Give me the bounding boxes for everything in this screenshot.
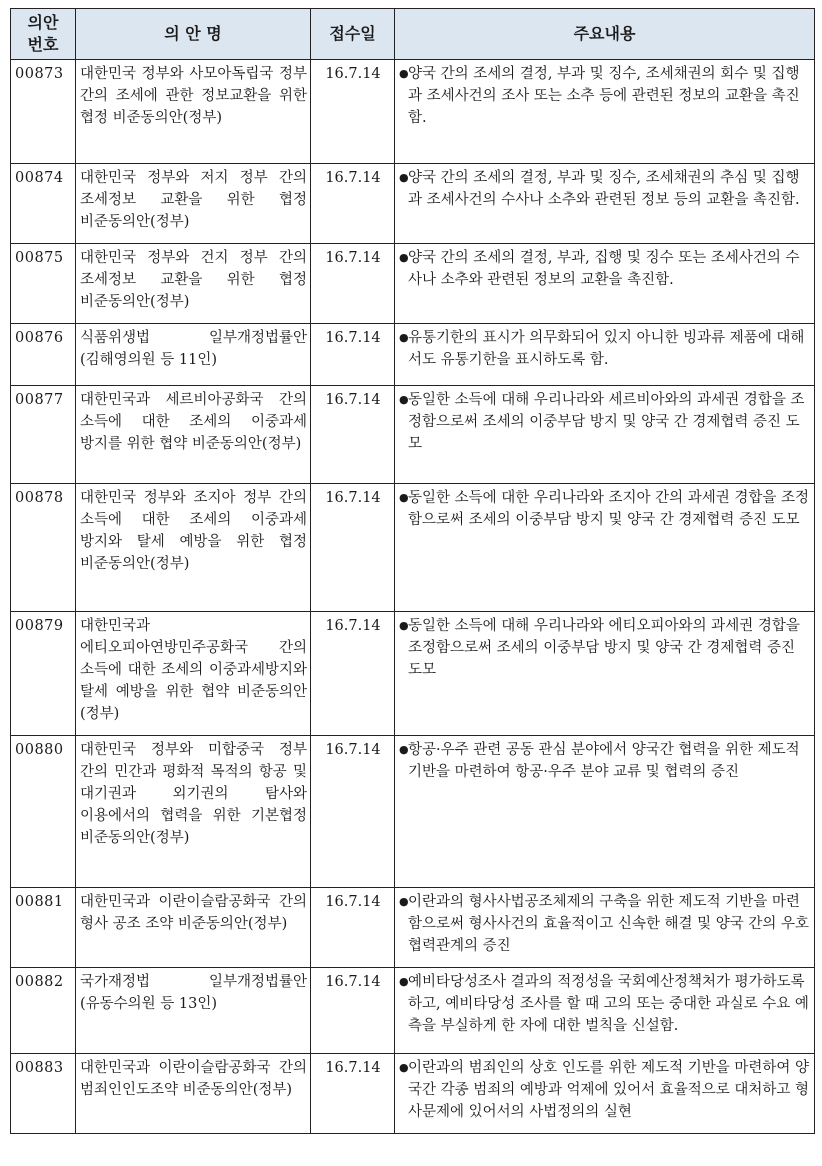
main-content-cell xyxy=(395,164,815,244)
bill-title: 대한민국과 세르비아공화국 간의 소득에 대한 조세의 이중과세 방지를 위한 협약 비준동의안(정부) xyxy=(76,386,311,484)
bullet-icon: ● xyxy=(399,393,409,406)
received-date: 16.7.14 xyxy=(311,736,395,888)
bullet-icon: ● xyxy=(399,251,409,264)
received-date: 16.7.14 xyxy=(311,164,395,244)
content-bullet-item xyxy=(399,327,811,371)
bill-title: 대한민국 정부와 저지 정부 간의 조세정보 교환을 위한 협정 비준동의안(정부) xyxy=(76,164,311,244)
bill-number: 00881 xyxy=(11,888,76,968)
bill-number: 00874 xyxy=(11,164,76,244)
content-bullet-item xyxy=(399,487,811,531)
received-date: 16.7.14 xyxy=(311,386,395,484)
table-row xyxy=(11,736,815,888)
table-row xyxy=(11,324,815,386)
received-date: 16.7.14 xyxy=(311,888,395,968)
table-row xyxy=(11,968,815,1054)
bill-number: 00879 xyxy=(11,612,76,736)
main-content-cell xyxy=(395,1054,815,1134)
bill-title: 대한민국 정부와 미합중국 정부 간의 민간과 평화적 목적의 항공 및 대기권과 외기권의 탐사와 이용에서의 협력을 위한 기본협정 비준동의안(정부) xyxy=(76,736,311,888)
table-row xyxy=(11,386,815,484)
bill-number: 00882 xyxy=(11,968,76,1054)
content-text: 이란과의 범죄인의 상호 인도를 위한 제도적 기반을 마련하여 양국간 각종 범죄의 예방과 억제에 있어서 효율적으로 대처하고 형사문제에 있어서의 사법정의의 실현 xyxy=(408,1060,810,1120)
bullet-icon: ● xyxy=(399,975,409,988)
header-bill-no: 의안 번호 xyxy=(11,9,76,60)
table-row xyxy=(11,612,815,736)
main-content-cell xyxy=(395,968,815,1054)
header-main-content: 주요내용 xyxy=(395,9,815,60)
main-content-cell xyxy=(395,612,815,736)
bill-number: 00877 xyxy=(11,386,76,484)
header-received-date: 접수일 xyxy=(311,9,395,60)
main-content-cell xyxy=(395,888,815,968)
bullet-icon: ● xyxy=(399,67,409,80)
content-bullet-item xyxy=(399,247,811,291)
content-text: 양국 간의 조세의 결정, 부과 및 징수, 조세채권의 회수 및 집행과 조세사건의 조사 또는 소추 등에 관련된 정보의 교환을 촉진함. xyxy=(408,66,800,126)
header-bill-name: 의 안 명 xyxy=(76,9,311,60)
content-bullet-item xyxy=(399,63,811,129)
bill-title: 국가재정법 일부개정법률안(유동수의원 등 13인) xyxy=(76,968,311,1054)
main-content-cell xyxy=(395,736,815,888)
content-text: 예비타당성조사 결과의 적정성을 국회예산정책처가 평가하도록 하고, 예비타당성 조사를 할 때 고의 또는 중대한 과실로 수요 예측을 부실하게 한 자에 대한 벌칙을 신설함. xyxy=(408,974,809,1034)
bill-table xyxy=(10,8,815,1134)
content-text: 동일한 소득에 대해 우리나라와 에티오피아와의 과세권 경합을 조정함으로써 조세의 이중부담 방지 및 양국 간 경제협력 증진 도모 xyxy=(408,618,800,678)
bullet-icon: ● xyxy=(399,743,409,756)
content-text: 항공·우주 관련 공동 관심 분야에서 양국간 협력을 위한 제도적 기반을 마련하여 항공·우주 분야 교류 및 협력의 증진 xyxy=(408,742,800,780)
content-bullet-item xyxy=(399,167,811,211)
bullet-icon: ● xyxy=(399,619,409,632)
bill-title: 대한민국 정부와 사모아독립국 정부 간의 조세에 관한 정보교환을 위한 협정 비준동의안(정부) xyxy=(76,60,311,164)
main-content-cell xyxy=(395,244,815,324)
bullet-icon: ● xyxy=(399,1061,409,1074)
table-row xyxy=(11,888,815,968)
bill-number: 00880 xyxy=(11,736,76,888)
content-text: 이란과의 형사사법공조체제의 구축을 위한 제도적 기반을 마련함으로써 형사사건의 효율적이고 신속한 해결 및 양국 간의 우호협력관계의 증진 xyxy=(408,894,810,954)
received-date: 16.7.14 xyxy=(311,612,395,736)
content-text: 동일한 소득에 대해 우리나라와 세르비아와의 과세권 경합을 조정함으로써 조세의 이중부담 방지 및 양국 간 경제협력 증진 도모 xyxy=(408,392,805,452)
bill-number: 00875 xyxy=(11,244,76,324)
bill-title: 대한민국과 이란이슬람공화국 간의 형사 공조 조약 비준동의안(정부) xyxy=(76,888,311,968)
content-bullet-item xyxy=(399,615,811,681)
bullet-icon: ● xyxy=(399,491,409,504)
content-bullet-item xyxy=(399,389,811,455)
table-row xyxy=(11,164,815,244)
content-text: 양국 간의 조세의 결정, 부과 및 징수, 조세채권의 추심 및 집행과 조세사건의 수사나 소추와 관련된 정보 등의 교환을 촉진함. xyxy=(408,170,800,208)
bill-title: 대한민국과 에티오피아연방민주공화국 간의 소득에 대한 조세의 이중과세방지와 탈세 예방을 위한 협약 비준동의안(정부) xyxy=(76,612,311,736)
bill-title: 대한민국과 이란이슬람공화국 간의 범죄인인도조약 비준동의안(정부) xyxy=(76,1054,311,1134)
header-row xyxy=(11,9,815,60)
content-bullet-item xyxy=(399,971,811,1037)
bill-title: 대한민국 정부와 건지 정부 간의 조세정보 교환을 위한 협정 비준동의안(정부) xyxy=(76,244,311,324)
received-date: 16.7.14 xyxy=(311,244,395,324)
content-bullet-item xyxy=(399,739,811,783)
received-date: 16.7.14 xyxy=(311,60,395,164)
received-date: 16.7.14 xyxy=(311,484,395,612)
bill-title: 식품위생법 일부개정법률안(김해영의원 등 11인) xyxy=(76,324,311,386)
bullet-icon: ● xyxy=(399,331,409,344)
bill-number: 00878 xyxy=(11,484,76,612)
bill-number: 00873 xyxy=(11,60,76,164)
content-bullet-item xyxy=(399,891,811,957)
table-row xyxy=(11,484,815,612)
bill-number: 00883 xyxy=(11,1054,76,1134)
bullet-icon: ● xyxy=(399,895,409,908)
content-text: 양국 간의 조세의 결정, 부과, 집행 및 징수 또는 조세사건의 수사나 소추와 관련된 정보의 교환을 촉진함. xyxy=(408,250,800,288)
table-row xyxy=(11,1054,815,1134)
main-content-cell xyxy=(395,386,815,484)
table-row xyxy=(11,244,815,324)
main-content-cell xyxy=(395,324,815,386)
main-content-cell xyxy=(395,484,815,612)
received-date: 16.7.14 xyxy=(311,968,395,1054)
main-content-cell xyxy=(395,60,815,164)
received-date: 16.7.14 xyxy=(311,324,395,386)
bill-title: 대한민국 정부와 조지아 정부 간의 소득에 대한 조세의 이중과세 방지와 탈세 예방을 위한 협정 비준동의안(정부) xyxy=(76,484,311,612)
received-date: 16.7.14 xyxy=(311,1054,395,1134)
bullet-icon: ● xyxy=(399,171,409,184)
content-bullet-item xyxy=(399,1057,811,1123)
bill-number: 00876 xyxy=(11,324,76,386)
table-row xyxy=(11,60,815,164)
content-text: 유통기한의 표시가 의무화되어 있지 아니한 빙과류 제품에 대해서도 유통기한을 표시하도록 함. xyxy=(408,330,805,368)
content-text: 동일한 소득에 대한 우리나라와 조지아 간의 과세권 경합을 조정함으로써 조세의 이중부담 방지 및 양국 간 경제협력 증진 도모 xyxy=(408,490,810,528)
